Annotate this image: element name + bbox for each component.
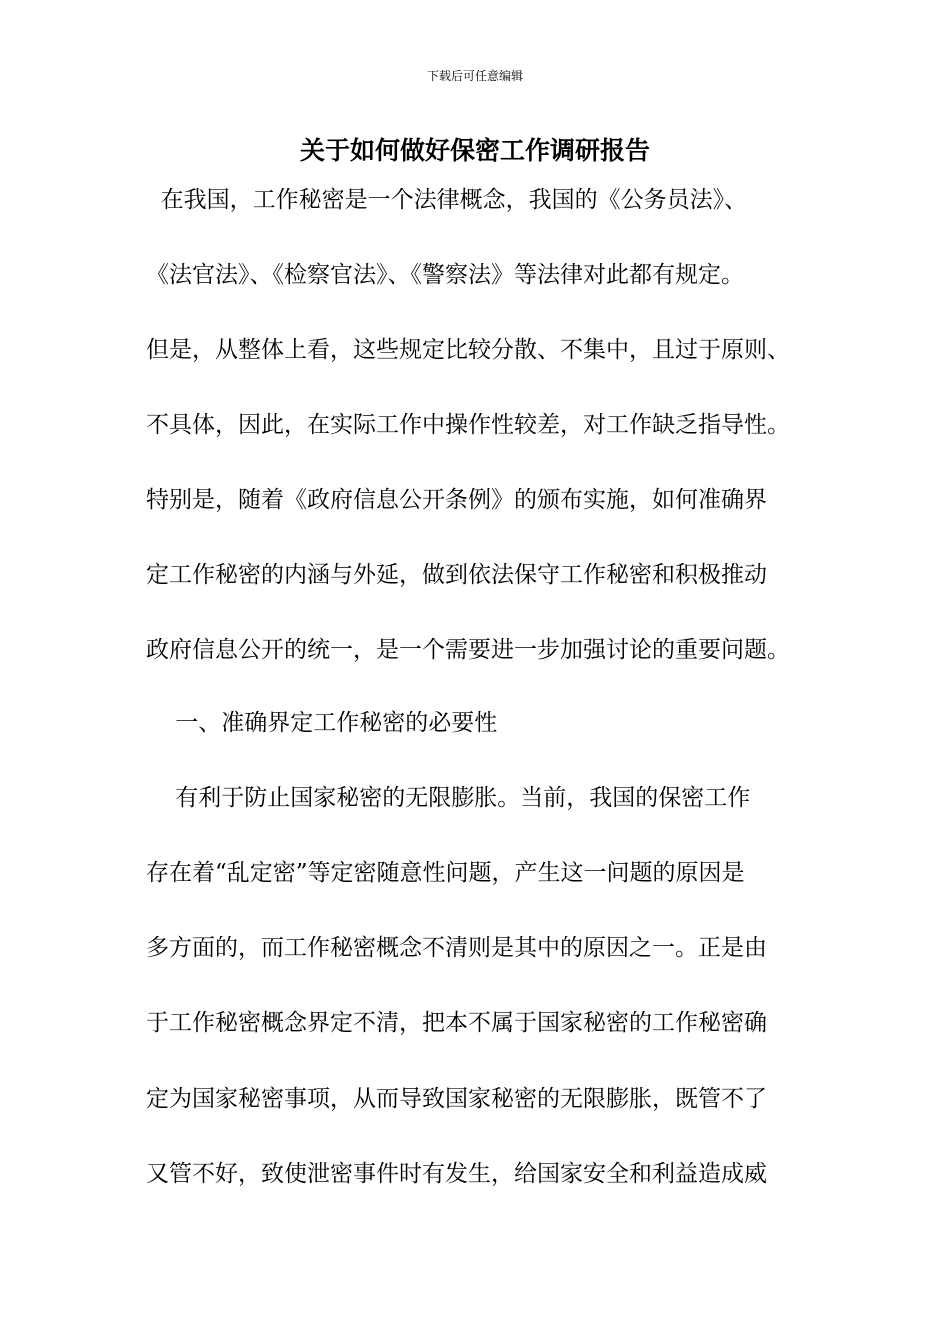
body-line: 特别是，随着《政府信息公开条例》的颁布实施，如何准确界 (146, 487, 767, 513)
body-line: 定工作秘密的内涵与外延，做到依法保守工作秘密和积极推动 (146, 562, 767, 588)
body-line: 但是，从整体上看，这些规定比较分散、不集中，且过于原则、 (146, 337, 790, 363)
body-line: 在我国，工作秘密是一个法律概念，我国的《公务员法》、 (146, 187, 748, 213)
body-line: 于工作秘密概念界定不清，把本不属于国家秘密的工作秘密确 (146, 1010, 767, 1036)
download-note: 下载后可任意编辑 (426, 69, 523, 83)
body-line: 《法官法》、《检察官法》、《警察法》等法律对此都有规定。 (146, 262, 744, 288)
body-line: 政府信息公开的统一，是一个需要进一步加强讨论的重要问题。 (146, 637, 790, 663)
body-line: 定为国家秘密事项，从而导致国家秘密的无限膨胀，既管不了 (146, 1086, 767, 1112)
document-title: 关于如何做好保密工作调研报告 (299, 136, 650, 165)
section-heading: 一、准确界定工作秘密的必要性 (146, 710, 498, 736)
body-line: 不具体，因此，在实际工作中操作性较差，对工作缺乏指导性。 (146, 412, 790, 438)
body-line: 多方面的，而工作秘密概念不清则是其中的原因之一。正是由 (146, 935, 767, 961)
body-line: 存在着“乱定密”等定密随意性问题，产生这一问题的原因是 (146, 860, 745, 886)
body-line: 又管不好，致使泄密事件时有发生，给国家安全和利益造成威 (146, 1161, 767, 1187)
body-line: 有利于防止国家秘密的无限膨胀。当前，我国的保密工作 (146, 785, 751, 811)
